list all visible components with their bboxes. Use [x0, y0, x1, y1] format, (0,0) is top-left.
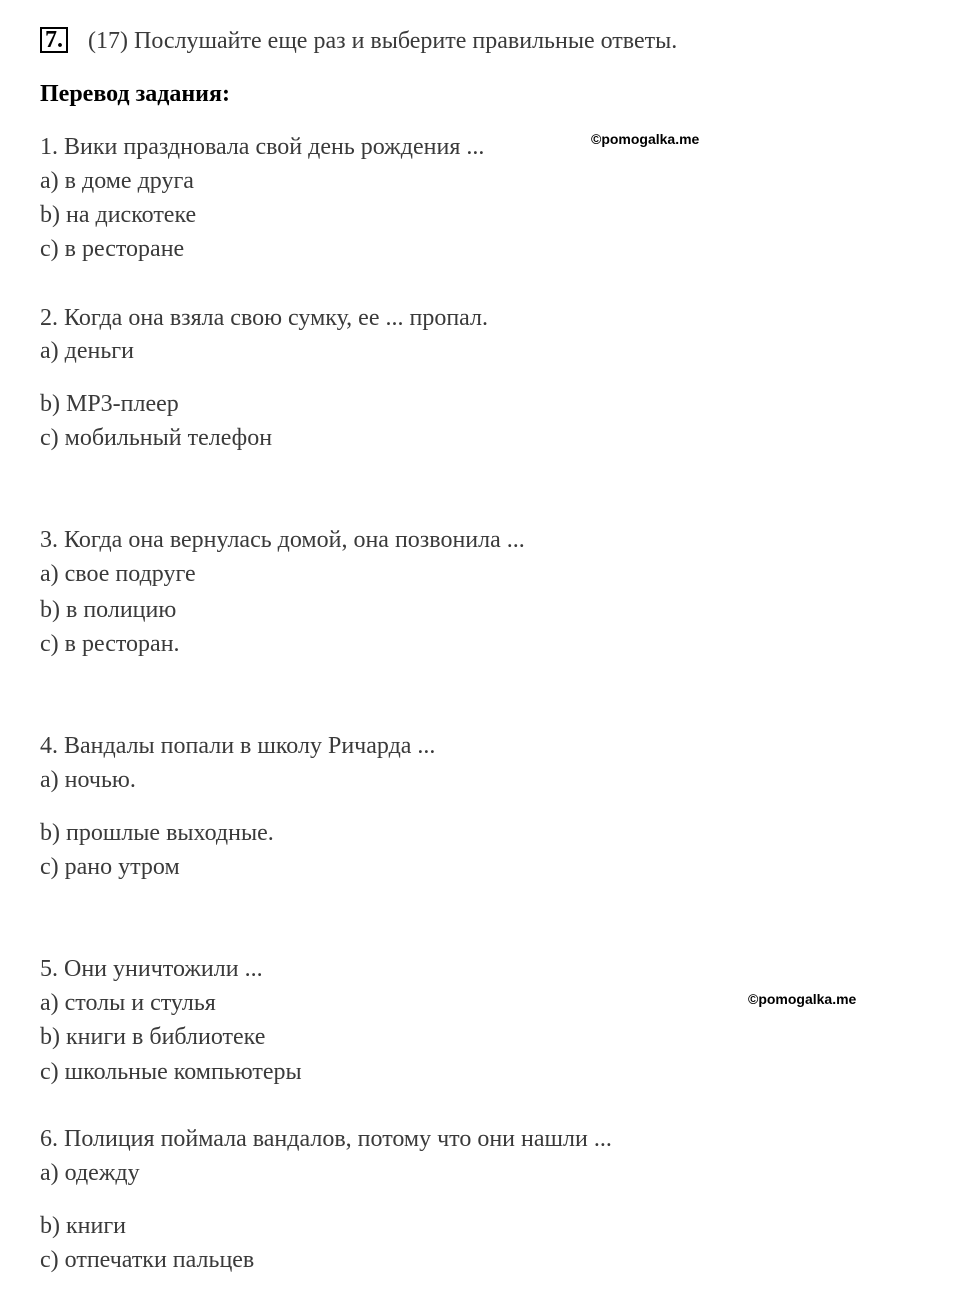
task-number: 7.	[40, 27, 68, 53]
question-4-option-a: a) ночью.	[40, 767, 136, 793]
question-2-text: 2. Когда она взяла свою сумку, ее ... пропал.	[40, 305, 489, 331]
question-6-option-a: a) одежду	[40, 1160, 140, 1186]
watermark: ©pomogalka.me	[591, 131, 700, 147]
question-2-option-a: a) деньги	[40, 338, 134, 364]
question-6-option-c: c) отпечатки пальцев	[40, 1247, 255, 1273]
question-4-text: 4. Вандалы попали в школу Ричарда ...	[40, 733, 436, 759]
question-1-option-b: b) на дискотеке	[40, 202, 197, 228]
question-3-option-c: c) в ресторан.	[40, 631, 180, 657]
question-4-option-c: c) рано утром	[40, 854, 180, 880]
question-3-option-a: a) свое подруге	[40, 561, 196, 587]
question-6-text: 6. Полиция поймала вандалов, потому что они нашли ...	[40, 1126, 612, 1152]
question-5-option-c: c) школьные компьютеры	[40, 1059, 302, 1085]
question-1-option-c: c) в ресторане	[40, 236, 185, 262]
question-5-text: 5. Они уничтожили ...	[40, 956, 263, 982]
question-3-text: 3. Когда она вернулась домой, она позвонила ...	[40, 527, 525, 553]
question-1-text: 1. Вики праздновала свой день рождения ...	[40, 134, 485, 160]
question-6-option-b: b) книги	[40, 1213, 127, 1239]
watermark: ©pomogalka.me	[748, 991, 857, 1007]
question-5-option-a: a) столы и стулья	[40, 990, 216, 1016]
question-4-option-b: b) прошлые выходные.	[40, 820, 274, 846]
question-2-option-c: c) мобильный телефон	[40, 425, 273, 451]
translation-heading: Перевод задания:	[40, 81, 230, 107]
question-1-option-a: a) в доме друга	[40, 168, 194, 194]
task-instruction: (17) Послушайте еще раз и выберите правильные ответы.	[88, 28, 678, 54]
question-5-option-b: b) книги в библиотеке	[40, 1024, 266, 1050]
question-3-option-b: b) в полицию	[40, 597, 177, 623]
question-2-option-b: b) MP3-плеер	[40, 391, 179, 417]
